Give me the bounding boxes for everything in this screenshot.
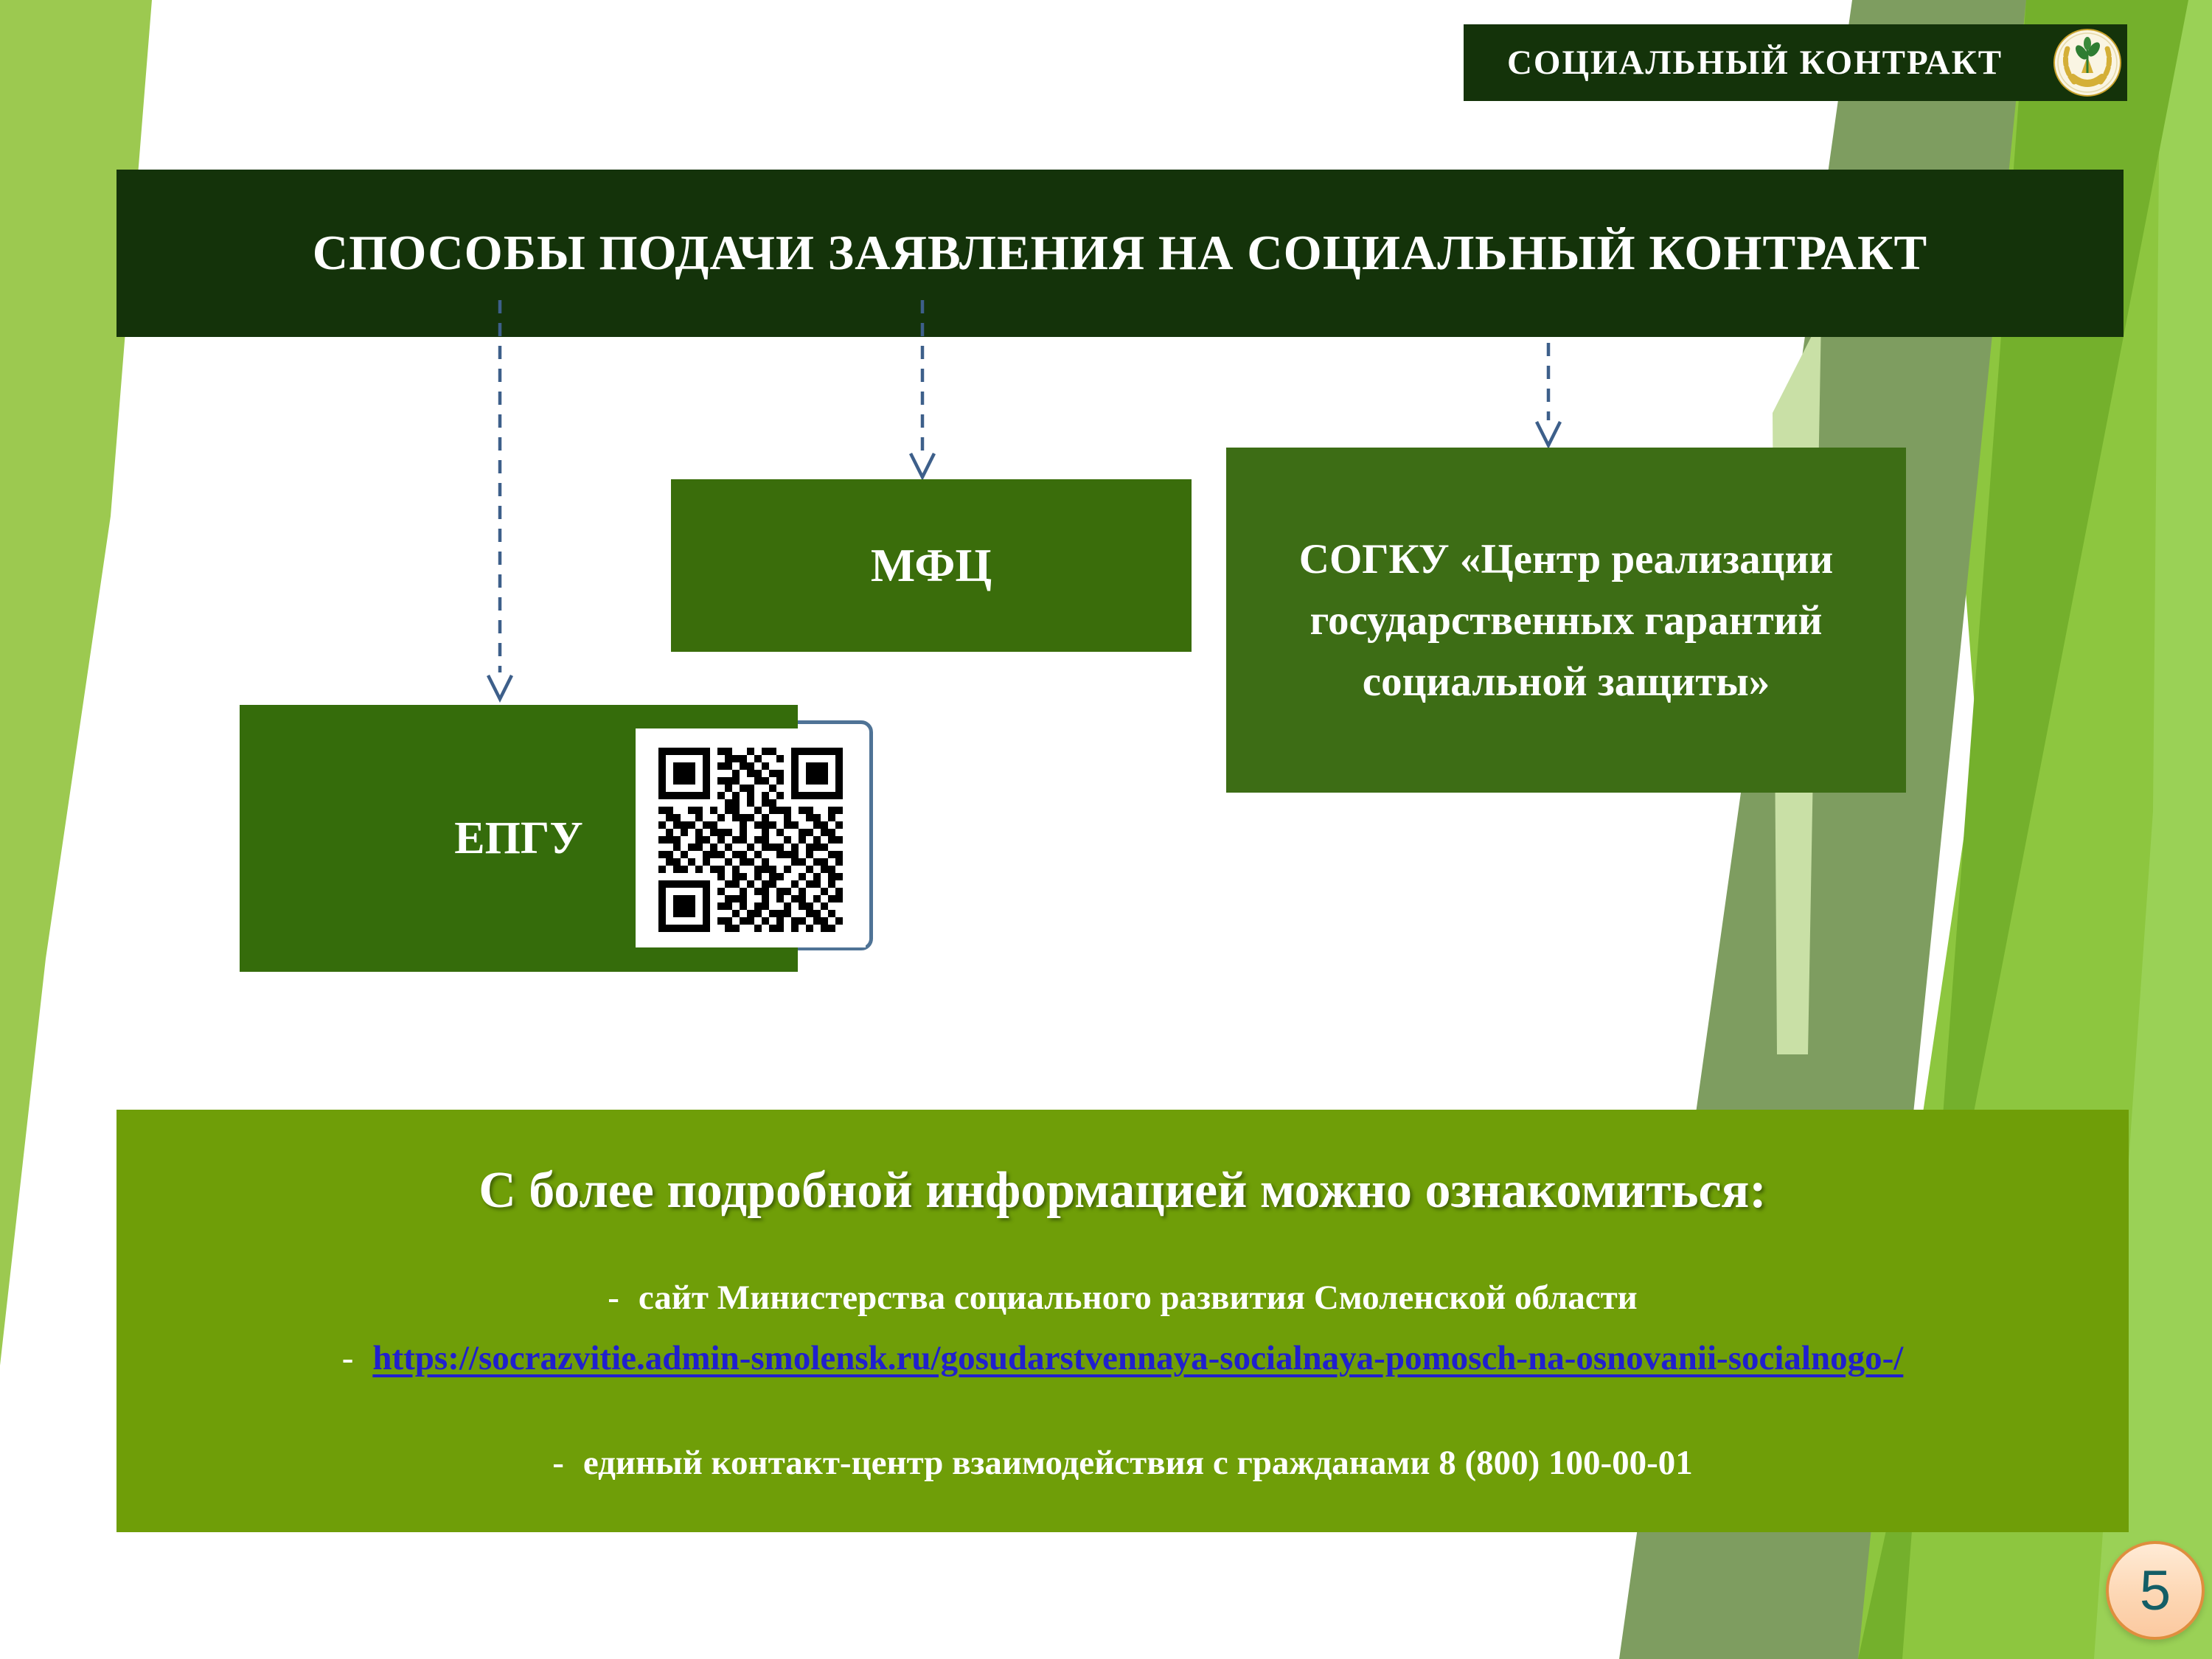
qr-code-icon xyxy=(658,748,843,932)
sogku-label-line: социальной защиты» xyxy=(1362,658,1770,705)
sogku-label-line: государственных гарантий xyxy=(1310,597,1823,644)
info-item-phone-text: единый контакт-центр взаимодействия с гражданами 8 (800) 100-00-01 xyxy=(582,1444,1693,1482)
ministry-emblem-icon xyxy=(2052,27,2123,98)
slide-title: СПОСОБЫ ПОДАЧИ ЗАЯВЛЕНИЯ НА СОЦИАЛЬНЫЙ КОНТРАКТ xyxy=(312,226,1928,280)
epgu-label: ЕПГУ xyxy=(454,813,583,863)
info-item-phone xyxy=(116,1443,2129,1483)
sogku-label xyxy=(1299,529,1833,712)
info-item-site-text: сайт Министерства социального развития Смоленской области xyxy=(638,1279,1638,1317)
sogku-label-line: СОГКУ «Центр реализации xyxy=(1298,535,1834,582)
header-badge xyxy=(1464,24,2127,101)
bullet-dash: - xyxy=(341,1339,354,1377)
option-box-sogku xyxy=(1226,448,1906,793)
page-number-badge xyxy=(2106,1541,2205,1640)
mfc-label: МФЦ xyxy=(870,539,992,591)
info-link[interactable]: https://socrazvitie.admin-smolensk.ru/gosudarstvennaya-socialnaya-pomosch-na-osnovanii-socialnogo-/ xyxy=(372,1339,1904,1377)
info-box xyxy=(116,1110,2129,1532)
info-heading: С более подробной информацией можно ознакомиться: xyxy=(479,1162,1767,1219)
info-item-site xyxy=(116,1278,2129,1318)
info-item-link xyxy=(116,1338,2129,1378)
option-box-mfc xyxy=(671,479,1192,652)
slide-title-bar xyxy=(116,170,2124,337)
bullet-dash: - xyxy=(552,1444,564,1482)
page-number: 5 xyxy=(2139,1559,2171,1622)
bullet-dash: - xyxy=(608,1279,619,1317)
qr-panel xyxy=(636,728,866,947)
header-badge-label: СОЦИАЛЬНЫЙ КОНТРАКТ xyxy=(1506,44,2003,82)
